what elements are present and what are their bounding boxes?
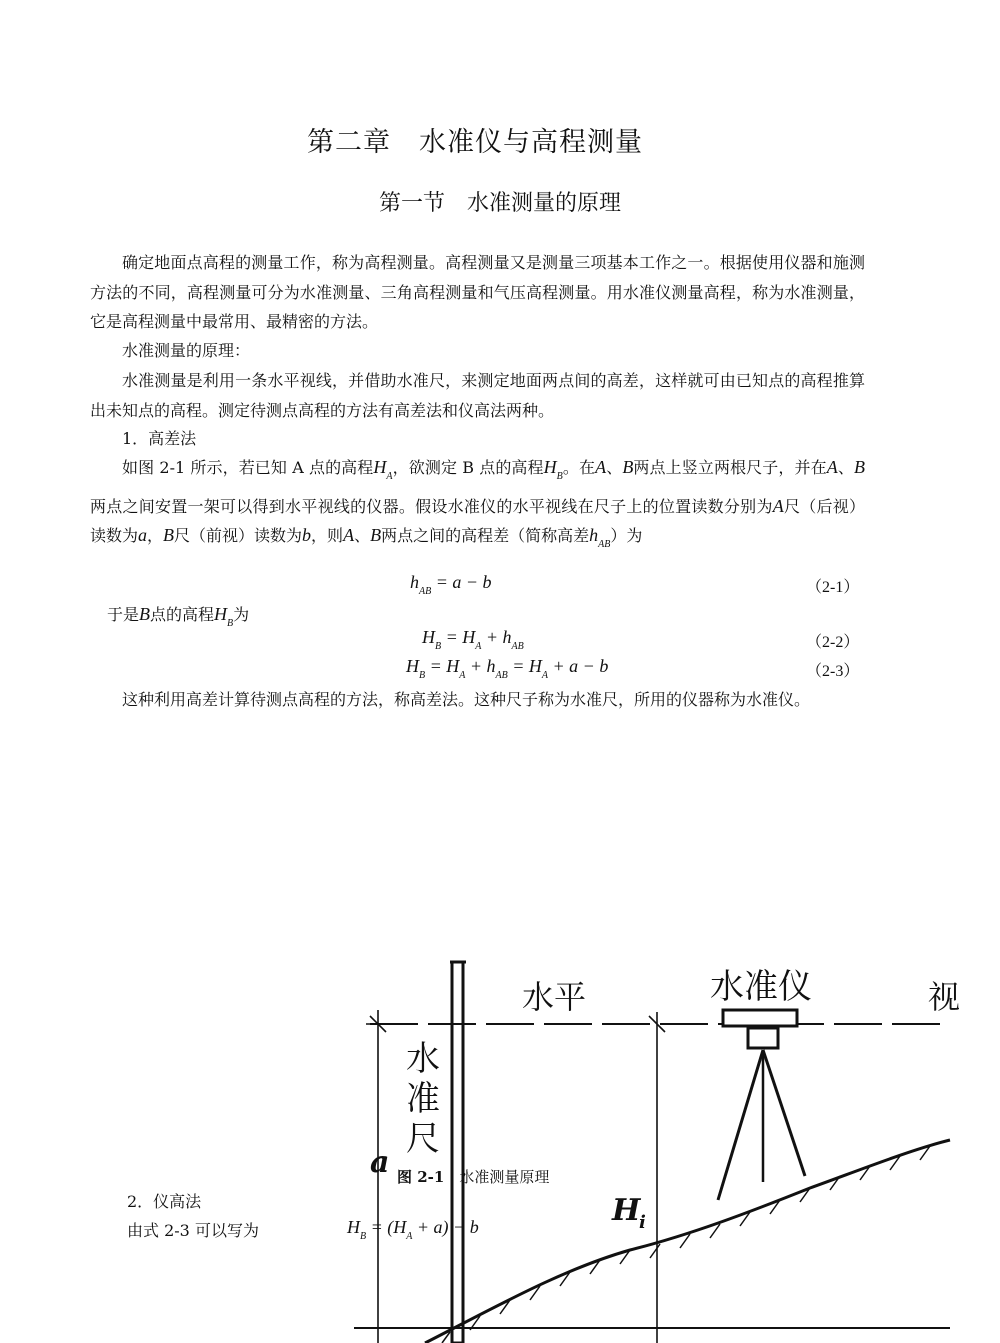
equation-number-2-1: （2-1） [806,579,860,596]
label-rod-char: 尺 [406,1119,440,1159]
equation-2-2: $H_B = H_A + h_{AB}$ [422,627,524,652]
chapter-title: 第二章 水准仪与高程测量 [307,127,643,158]
then-line: 于是B点的高程$H_B$为 [107,604,250,629]
equation-instrument-height: $H_B = (H_A + a) - b$ [347,1217,479,1242]
method1-heading: 1．高差法 [122,429,197,448]
label-rod-char: 水 [406,1039,440,1079]
equation-2-1: $h_{AB} = a - b$ [410,572,492,597]
conclusion-paragraph: 这种利用高差计算待测点高程的方法，称高差法。这种尺子称为水准尺，所用的仪器称为水准仪。 [122,690,811,709]
tripod-leg [718,1050,763,1200]
equation-number-2-3: （2-3） [806,663,860,680]
equation-number-2-2: （2-2） [806,634,860,651]
method2-heading: 2．仪高法 [127,1192,202,1211]
principle-paragraph: 水准测量是利用一条水平视线，并借助水准尺，来测定地面两点间的高差，这样就可由已知点的高程推算出未知点的高程。测定待测点高程的方法有高差法和仪高法两种。 [90,371,865,420]
intro-paragraph: 确定地面点高程的测量工作，称为高程测量。高程测量又是测量三项基本工作之一。根据使用仪器和施测方法的不同，高程测量可分为水准测量、三角高程测量和气压高程测量。用水准仪测量高程，称为水准测量，它是高程测量中最常用、最精密的方法。 [90,253,865,331]
tripod-leg [763,1050,805,1176]
label-horizontal: 水平 [522,978,587,1016]
level-instrument-telescope [723,1010,797,1026]
label-hi: H [612,1193,641,1228]
label-a: a [370,1145,390,1180]
label-hi-sub: i [639,1212,646,1233]
label-instrument: 水准仪 [710,967,812,1007]
leveling-rod [452,962,463,1343]
principle-label: 水准测量的原理： [122,341,251,360]
figure-caption: 图 2-1 水准测量原理 [397,1168,550,1186]
method1-paragraph: 如图 2-1 所示，若已知 A 点的高程$H_A$，欲测定 B 点的高程$H_B$。在A、B两点上竖立两根尺子，并在A、B两点之间安置一架可以得到水平视线的仪器。假设水准仪的水平视线在尺子上的位置读数分别为A尺（后视）读数为a，B尺（前视）读数为b，则A、B两点之间的高程差（简称高差$h_{AB}$）为 [90,457,865,550]
section-title: 第一节 水准测量的原理 [378,191,621,216]
equation-2-3: $H_B = H_A + h_{AB} = H_A + a - b$ [406,656,609,681]
figure-leveling-principle [330,950,961,1343]
level-instrument-base [748,1028,778,1048]
method2-text: 由式 2-3 可以写为 [127,1221,259,1240]
label-rod-char: 准 [406,1079,440,1119]
label-sight-partial: 视 [928,978,961,1016]
